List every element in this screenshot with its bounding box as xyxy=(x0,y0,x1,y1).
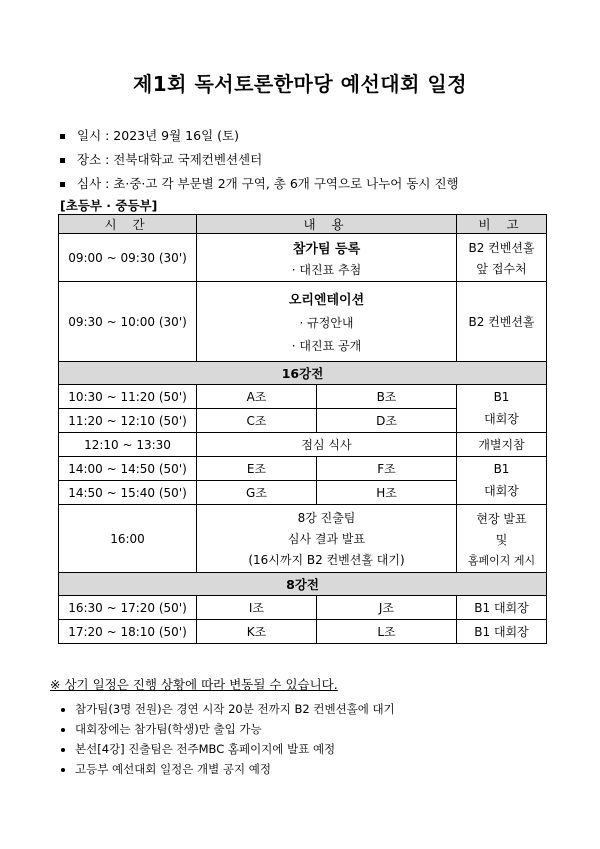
info-item-venue: 장소 : 전북대학교 국제컨벤션센터 xyxy=(60,148,459,172)
round-header-row xyxy=(59,362,547,385)
notes-heading: ※ 상기 일정은 진행 상황에 따라 변동될 수 있습니다. xyxy=(50,677,338,692)
table-header-row xyxy=(59,215,547,234)
content-sub: · 대진표 공개 xyxy=(291,339,362,353)
note-line: 현장 발표 xyxy=(476,511,527,526)
note-line: 홈페이지 게시 xyxy=(467,553,536,567)
content-sub: · 규정안내 xyxy=(299,316,354,330)
list-item: • 대회장에는 참가팀(학생)만 출입 가능 xyxy=(75,719,395,739)
note-line: 대회장 xyxy=(484,484,519,498)
time-cell: 09:30 ~ 10:00 (30') xyxy=(59,282,197,362)
list-item: • 본선[4강] 진출팀은 전주MBC 홈페이지에 발표 예정 xyxy=(75,739,395,759)
time-cell: 16:30 ~ 17:20 (50') xyxy=(59,596,197,620)
time-cell: 14:00 ~ 14:50 (50') xyxy=(59,457,197,481)
note-line: 대회장 xyxy=(484,412,519,426)
table-row xyxy=(59,505,547,573)
content-cell xyxy=(197,282,457,362)
group-cell: F조 xyxy=(317,457,457,481)
table-row xyxy=(59,620,547,644)
time-cell: 12:10 ~ 13:30 xyxy=(59,433,197,457)
note-cell: B1 대회장 xyxy=(457,620,547,644)
content-line: 8강 진출팀 xyxy=(297,511,356,525)
note-line: 및 xyxy=(495,532,508,547)
note-cell xyxy=(457,457,547,505)
group-cell: I조 xyxy=(197,596,317,620)
header-time: 시 간 xyxy=(59,215,197,234)
round-header-row xyxy=(59,573,547,596)
note-line: B1 xyxy=(493,390,510,404)
note-cell: B1 대회장 xyxy=(457,596,547,620)
page-title: 제1회 독서토론한마당 예선대회 일정 xyxy=(132,72,468,96)
note-line: 앞 접수처 xyxy=(476,261,527,276)
group-cell: B조 xyxy=(317,385,457,409)
content-cell: 점심 식사 xyxy=(197,433,457,457)
section-label: [초등부 · 중등부] xyxy=(60,198,158,213)
square-bullet-icon xyxy=(60,158,65,163)
time-cell: 17:20 ~ 18:10 (50') xyxy=(59,620,197,644)
notes-section xyxy=(50,675,395,779)
group-cell: L조 xyxy=(317,620,457,644)
group-cell: J조 xyxy=(317,596,457,620)
group-cell: D조 xyxy=(317,409,457,433)
time-cell: 09:00 ~ 09:30 (30') xyxy=(59,234,197,282)
note-cell: 개별지참 xyxy=(457,433,547,457)
list-item: • 고등부 예선대회 일정은 개별 공지 예정 xyxy=(75,759,395,779)
group-cell: H조 xyxy=(317,481,457,505)
table-row xyxy=(59,282,547,362)
time-cell: 16:00 xyxy=(59,505,197,573)
content-sub: · 대진표 추첨 xyxy=(291,262,362,277)
info-item-judging: 심사 : 초·중·고 각 부문별 2개 구역, 총 6개 구역으로 나누어 동시 진행 xyxy=(60,172,459,196)
square-bullet-icon xyxy=(60,182,65,187)
list-item: • 참가팀(3명 전원)은 경연 시작 20분 전까지 B2 컨벤션홀에 대기 xyxy=(75,699,395,719)
square-bullet-icon xyxy=(60,134,65,139)
event-info xyxy=(60,124,459,196)
time-cell: 14:50 ~ 15:40 (50') xyxy=(59,481,197,505)
content-line: (16시까지 B2 컨벤션홀 대기) xyxy=(248,553,405,567)
table-row xyxy=(59,385,547,409)
note-line: B1 xyxy=(493,462,510,476)
content-line: 심사 결과 발표 xyxy=(287,532,366,546)
group-cell: A조 xyxy=(197,385,317,409)
schedule-table xyxy=(58,214,547,644)
content-title: 참가팀 등록 xyxy=(292,241,361,257)
table-row xyxy=(59,457,547,481)
note-cell xyxy=(457,234,547,282)
header-content: 내 용 xyxy=(197,215,457,234)
group-cell: K조 xyxy=(197,620,317,644)
time-cell: 10:30 ~ 11:20 (50') xyxy=(59,385,197,409)
round-8-label: 8강전 xyxy=(59,573,547,596)
time-cell: 11:20 ~ 12:10 (50') xyxy=(59,409,197,433)
note-cell xyxy=(457,385,547,433)
notes-list xyxy=(50,699,395,779)
content-cell xyxy=(197,234,457,282)
header-note: 비 고 xyxy=(457,215,547,234)
table-row xyxy=(59,234,547,282)
table-row xyxy=(59,596,547,620)
note-line: B2 컨벤션홀 xyxy=(468,240,535,255)
note-cell: B2 컨벤션홀 xyxy=(457,282,547,362)
group-cell: C조 xyxy=(197,409,317,433)
content-cell xyxy=(197,505,457,573)
group-cell: G조 xyxy=(197,481,317,505)
note-cell xyxy=(457,505,547,573)
info-item-date: 일시 : 2023년 9월 16일 (토) xyxy=(60,124,459,148)
content-title: 오리엔테이션 xyxy=(288,293,365,308)
table-row xyxy=(59,433,547,457)
round-16-label: 16강전 xyxy=(59,362,547,385)
group-cell: E조 xyxy=(197,457,317,481)
